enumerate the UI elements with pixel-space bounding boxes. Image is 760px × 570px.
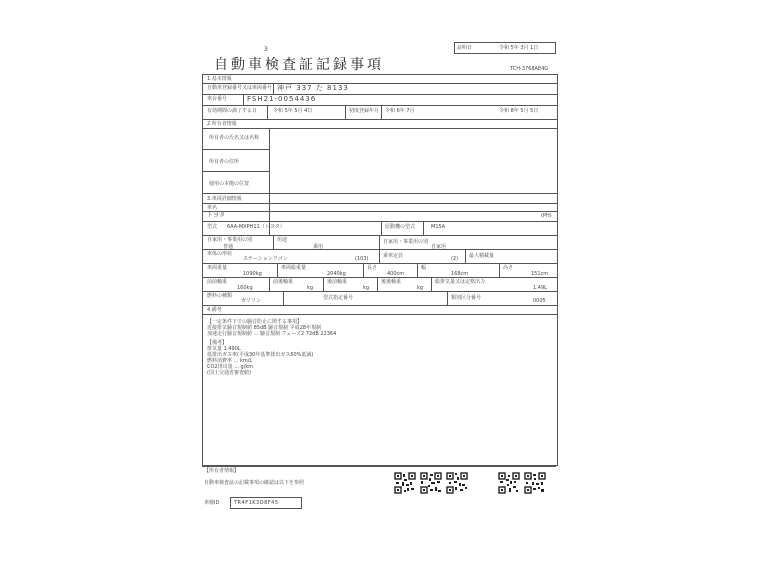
page-mark: 3 [264, 46, 268, 53]
base-location-label: 使用の本拠の位置 [209, 181, 250, 187]
qr-code-icon [498, 472, 520, 494]
rear-rear-axle-value: kg [417, 285, 424, 291]
section-basic-title: 1.基本情報 [207, 76, 232, 82]
length-value: 400cm [387, 271, 405, 277]
width-label: 幅 [421, 265, 427, 271]
capacity-label: 乗車定員 [383, 253, 404, 259]
rear-front-axle-value: kg [363, 285, 370, 291]
owner-info-label: 【所有者情報】 [204, 468, 240, 474]
inspection-id-box [202, 496, 402, 508]
remarks-line: 【一定条件下での騒音防止に関する事項】 [207, 319, 303, 325]
front-front-axle-label: 前前軸重 [207, 279, 228, 285]
remarks-line: CO2排出量 ... g/km [207, 364, 254, 370]
remarks-line: 加速走行騒音規制値 ... 騒音規制 フェーズ2 72dB 22364 [207, 331, 337, 337]
width-value: 168cm [451, 271, 469, 277]
registration-number-label: 自動車登録番号又は車両番号 [207, 85, 273, 91]
engine-model-label: 原動機の型式 [385, 224, 416, 230]
first-registration-label: 初度登録年月 [349, 108, 380, 114]
issue-date-box [454, 42, 556, 54]
issue-date-value: 令和 5年 3月 1日 [499, 45, 539, 51]
body-shape-label: 車体の形状 [207, 251, 233, 257]
fuel-type-value: ガソリン [241, 298, 262, 304]
displacement-value: 1.49L [533, 285, 547, 291]
remarks-line: 燃料消費率 ... km/L [207, 358, 253, 364]
owner-address-label: 所有者の住所 [209, 159, 240, 165]
inspection-certificate-sheet [198, 36, 558, 518]
front-front-axle-value: 160kg [237, 285, 253, 291]
qr-code-icon [420, 472, 442, 494]
private-business-label: 自家用・事業用の別 [383, 239, 429, 245]
displacement-label: 総排気量又は定格出力 [435, 279, 486, 285]
category-label: 自家用・事業用の別 [207, 237, 253, 243]
inspection-id-value: TR4F1K3D8F45 [234, 500, 279, 506]
chassis-number-label: 車台番号 [207, 96, 228, 102]
purpose-label: 用途 [277, 237, 288, 243]
vehicle-weight-value: 1090kg [243, 271, 262, 277]
owner-name-label: 所有者の氏名又は名称 [209, 135, 260, 141]
first-registration-value: 令和 6年 7月 [385, 108, 415, 114]
capacity-code: (2) [451, 256, 459, 262]
height-value: 151cm [531, 271, 549, 277]
fuel-type-label: 燃料の種類 [207, 293, 233, 299]
model-value: 6AA-MXPH11（トヨタ） [227, 224, 285, 230]
valid-until-value: 令和 8年 5月 5日 [499, 108, 539, 114]
qr-code-icon [446, 472, 468, 494]
rear-front-axle-label: 後前軸重 [327, 279, 348, 285]
private-business-value: 自家用 [431, 244, 447, 250]
engine-model-value: M15A [431, 224, 446, 230]
qr-code-icon [524, 472, 546, 494]
max-load-label: 最大積載量 [469, 253, 495, 259]
remarks-line: (国土交通省審査値) [207, 370, 251, 376]
record-table [202, 74, 558, 466]
document-title: 自動車検査証記録事項 [214, 57, 384, 73]
front-rear-axle-label: 前後軸重 [273, 279, 294, 285]
inspection-id-label: 車検ID [204, 500, 220, 506]
purpose-value: 乗用 [313, 244, 324, 250]
section-owner-title: 2.所有者情報 [207, 121, 237, 127]
vehicle-weight-label: 車両重量 [207, 265, 228, 271]
body-shape-value: ステーションワゴン [243, 256, 288, 262]
height-label: 高さ [503, 265, 514, 271]
remarks-line: 排気量 1.490L [207, 346, 241, 352]
classification-number-label: 類別区分番号 [451, 295, 482, 301]
expiry-label: 有効期間の満了する日 [207, 108, 258, 114]
owner-info-text: 自動車検査証の記載事項の確認は以下を参照 [204, 480, 305, 486]
document-number: TCH-3768AE4G [510, 66, 549, 72]
qr-code-icon [394, 472, 416, 494]
remarks-line: 低排出ガス車(平成30年基準排出ガス50%低減) [207, 352, 314, 358]
issue-date-label: 証明日 [457, 45, 473, 51]
remarks-block [207, 319, 336, 376]
remarks-line: 【備考】 [207, 340, 228, 346]
gross-weight-value: 2040kg [327, 271, 346, 277]
classification-number-value: 0005 [533, 298, 546, 304]
section-vehicle-title: 3.車両詳細情報 [207, 196, 242, 202]
remarks-title: 4.備考 [207, 307, 222, 313]
chassis-number-value: FSH21-0054436 [247, 95, 317, 103]
body-shape-code: (103) [355, 256, 369, 262]
length-label: 長さ [367, 265, 378, 271]
category-value: 普通 [223, 244, 234, 250]
remarks-line: 近接排気騒音規制値 85dB 騒音規制 平成28年規制 [207, 325, 322, 331]
front-rear-axle-value: kg [307, 285, 314, 291]
maker-value: トヨタ [207, 212, 226, 219]
designation-number-label: 型式指定番号 [323, 295, 354, 301]
expiry-value: 令和 5年 5月 4日 [273, 108, 313, 114]
maker-label: 車名 [207, 205, 218, 211]
maker-side-code: (PH) [541, 213, 552, 219]
model-label: 型式 [207, 224, 218, 230]
registration-number-value: 神戸 337 た 8133 [277, 84, 349, 92]
gross-weight-label: 車両総重量 [281, 265, 307, 271]
rear-rear-axle-label: 後後軸重 [381, 279, 402, 285]
